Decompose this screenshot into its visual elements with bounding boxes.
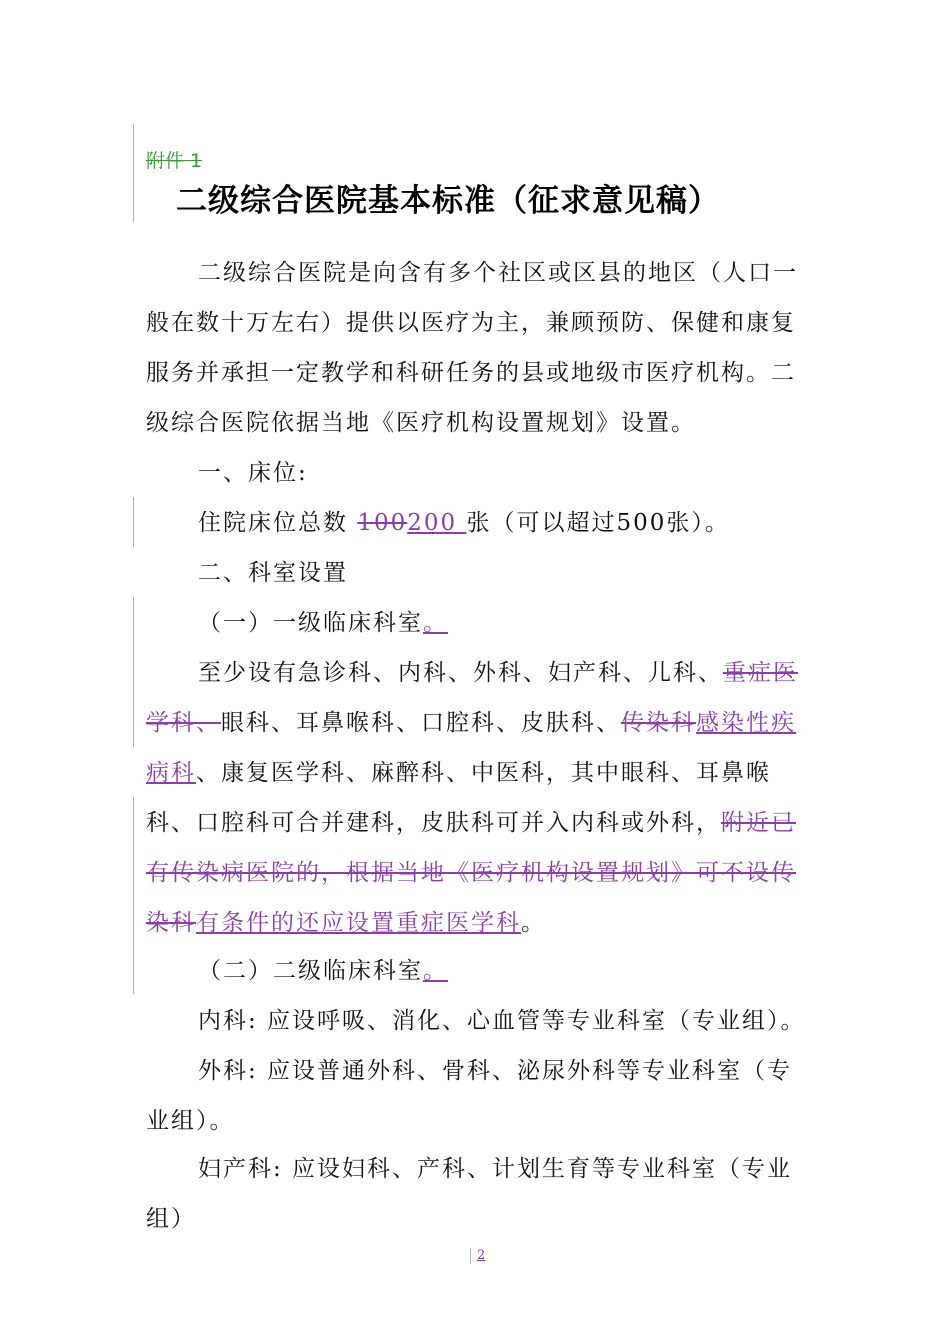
change-bar-depts [133,597,134,747]
section-departments-heading: 二、科室设置 [198,560,348,586]
surgery-paragraph: 外科: 应设普通外科、骨科、泌尿外科等专业科室（专业组）。 [146,1058,793,1134]
internal-medicine-paragraph: 内科: 应设呼吸、消化、心血管等专业科室（专业组）。 [198,1008,806,1034]
primary-departments-heading [146,598,811,648]
page-number: 2 [470,1248,485,1263]
obgyn-paragraph: 妇产科: 应设妇科、产科、计划生育等专业科室（专业组） [146,1156,793,1232]
inserted-text: 200 [407,510,467,536]
subheading-text: （一）一级临床科室 [198,610,423,636]
deleted-text: 传染科 [621,710,696,736]
inserted-text: 有条件的还应设置重症医学科 [196,910,521,936]
departments-paragraph [146,648,811,948]
inserted-text: 。 [423,610,448,636]
change-bar-title [133,124,134,222]
secondary-departments-heading [146,946,811,996]
page-title: 二级综合医院基本标准（征求意见稿） [176,183,720,219]
body-text: 至少设有急诊科、内科、外科、妇产科、儿科、 [198,660,723,686]
body-text: 、康复医学科、麻醉科、中医科，其中眼科、耳鼻喉科、口腔科可合并建科，皮肤科可并入内科或外科， [146,760,771,836]
deleted-text: 100 [357,510,408,536]
inserted-text: 。 [423,958,448,984]
attachment-label: 附件 1 [146,150,203,172]
deleted-text: 附近已有传染病医院的，根据当地《医疗机构设置规划》可不设传染科 [146,810,796,936]
deleted-text: 重症医学科、 [146,660,798,736]
beds-prefix: 住院床位总数 [198,510,358,536]
inserted-text: 感染性疾病科 [146,710,796,786]
change-bar-beds [133,497,134,547]
body-text: 。 [521,910,546,936]
subheading-text: （二）二级临床科室 [198,958,423,984]
body-text: 眼科、耳鼻喉科、口腔科、皮肤科、 [221,710,621,736]
beds-suffix: 张（可以超过500张）。 [466,510,730,536]
beds-paragraph [146,498,811,548]
change-bar-depts-2 [133,797,134,994]
intro-paragraph: 二级综合医院是向含有多个社区或区县的地区（人口一般在数十万左右）提供以医疗为主，兼顾预防、保健和康复服务并承担一定教学和科研任务的县或地级市医疗机构。二级综合医院依据当地《医疗机构设置规划》设置。 [146,260,798,436]
section-beds-heading: 一、床位: [198,460,308,486]
